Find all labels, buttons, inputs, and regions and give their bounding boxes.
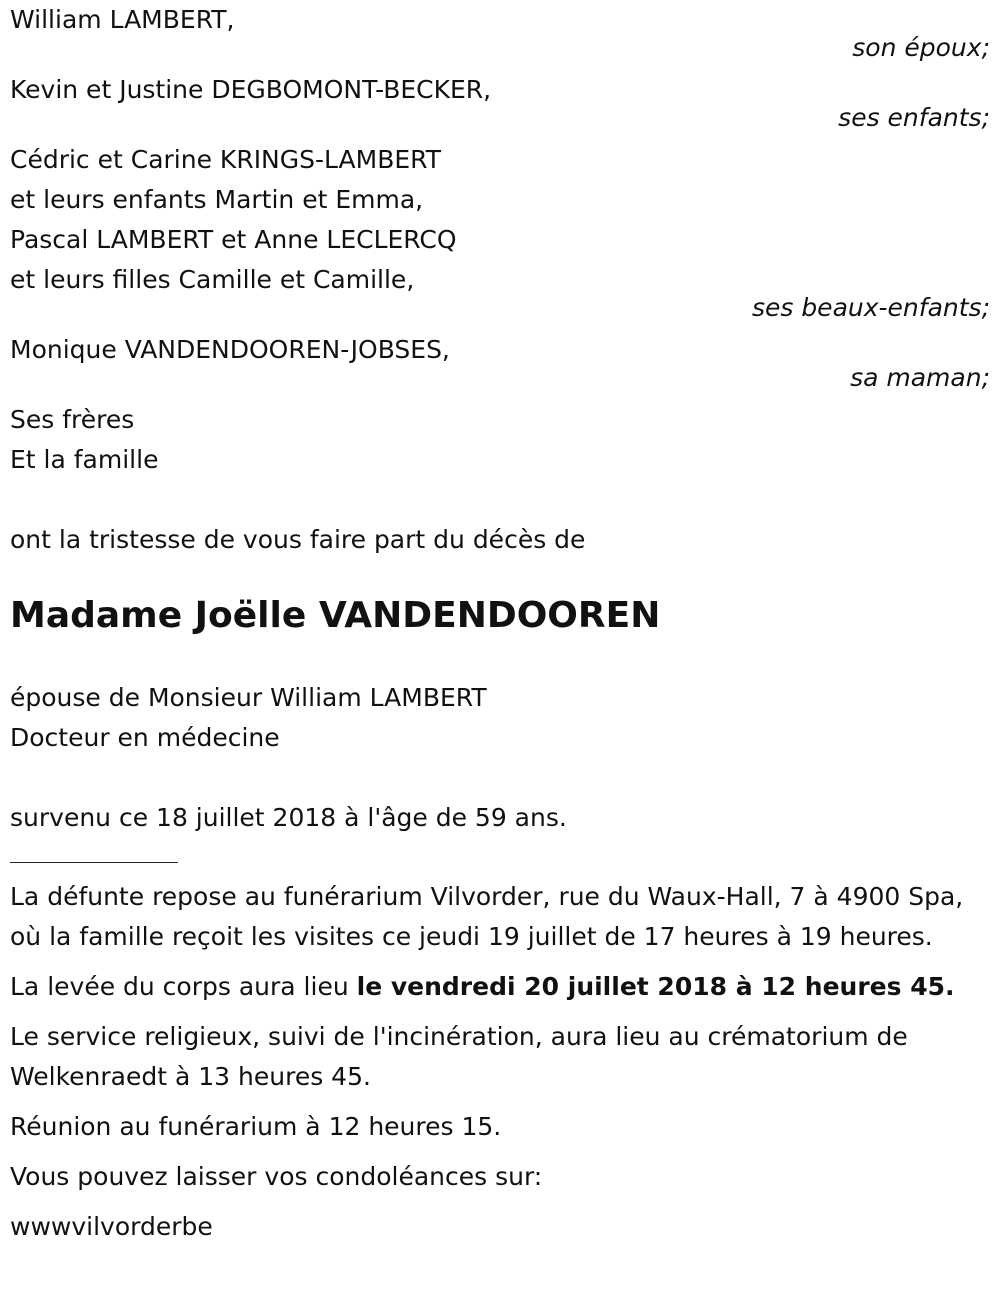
family-name-line: Ses frères [10, 405, 135, 434]
visitation-info: La défunte repose au funérarium Vilvorder, rue du Waux-Hall, 7 à 4900 Spa, où la famille reçoit les visites ce jeudi 19 juillet de 17 heures à 19 heures. [10, 882, 964, 951]
announcement-text: ont la tristesse de vous faire part du décès de [10, 525, 586, 554]
family-name-line: Monique VANDENDOOREN-JOBSES, [10, 335, 450, 364]
family-name-line: Pascal LAMBERT et Anne LECLERCQ [10, 225, 457, 254]
levee-info [10, 967, 990, 1007]
family-name-line: et leurs enfants Martin et Emma, [10, 185, 424, 214]
deceased-spouse: épouse de Monsieur William LAMBERT [10, 683, 487, 712]
family-role: ses enfants; [838, 103, 990, 132]
family-name-line: Et la famille [10, 445, 159, 474]
condolences-info: Vous pouvez laisser vos condoléances sur: [10, 1162, 543, 1191]
obituary-notice [10, 0, 990, 1257]
family-group-mother [10, 330, 990, 390]
deceased-profession: Docteur en médecine [10, 723, 280, 752]
family-name-line: et leurs filles Camille et Camille, [10, 265, 415, 294]
family-group-others [10, 400, 990, 480]
website-link[interactable]: wwwvilvorderbe [10, 1212, 213, 1241]
family-role: sa maman; [850, 363, 990, 392]
levee-prefix: La levée du corps aura lieu [10, 972, 357, 1001]
family-name-line: Cédric et Carine KRINGS-LAMBERT [10, 145, 441, 174]
family-role: son époux; [852, 33, 990, 62]
family-role: ses beaux-enfants; [751, 293, 990, 322]
deceased-name: Madame Joëlle VANDENDOOREN [10, 595, 661, 636]
service-info: Le service religieux, suivi de l'incinération, aura lieu au crématorium de Welkenraedt à 13 heures 45. [10, 1022, 908, 1091]
family-name-line: Kevin et Justine DEGBOMONT-BECKER, [10, 75, 492, 104]
family-group-in-laws [10, 140, 990, 320]
reunion-info: Réunion au funérarium à 12 heures 15. [10, 1112, 502, 1141]
family-name-line: William LAMBERT, [10, 5, 235, 34]
levee-date: le vendredi 20 juillet 2018 à 12 heures 45. [356, 972, 955, 1001]
family-group-children [10, 70, 990, 130]
family-group-spouse [10, 0, 990, 60]
death-statement: survenu ce 18 juillet 2018 à l'âge de 59 ans. [10, 803, 567, 832]
divider [10, 862, 178, 863]
